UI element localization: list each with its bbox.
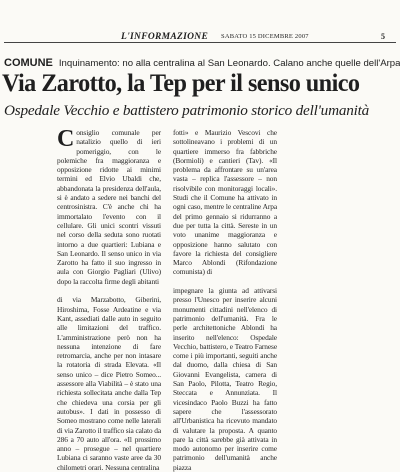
- publication-date: SABATO 15 DICEMBRE 2007: [218, 33, 312, 40]
- column-1-rest: di via Marzabotto, Giberini, Hiroshima, Fosse Ardeatine e via Kant, assediati dalle auto in seguito alle limitazioni del traffico. L'amministrazione però non ha nessuna intenzione di fare retromarcia, anche per non intasare la rotatoria di strada Elevata. «Il senso unico – dice Pietro Someo... assessore alla Viabilità – è stato una richiesta sollecitata anche dalla Tep che chiedeva una corsia per gli autobus». I dati in possesso di Someo mostrano come nelle laterali di via Zarotto il traffico sia calato da 286 a 70 auto all'ora. «Il prossimo anno – prosegue – nel quartiere Lubiana ci saranno vaste aree da 30 chilometri orari. Nessuna centralina: [57, 295, 162, 472]
- masthead: [0, 31, 400, 45]
- column-1-lead: [57, 128, 161, 286]
- section-label: COMUNE: [4, 57, 53, 69]
- masthead-rule: [4, 42, 396, 43]
- headline: Via Zarotto, la Tep per il senso unico: [2, 68, 360, 97]
- column-2-top: fotti» e Maurizio Vescovi che sottolineavano i problemi di un quartiere immerso fra fabbriche (Bormioli) e cantieri (Tav). «Il problema da affrontare su un'area vasta – replica l'assessore – non risolvibile con monitoraggi locali». Studi che il Comune ha attivato in ogni caso, mentre le centraline Arpa del primo gennaio si ridurranno a due per tutta la città. Sereste in un voto unanime maggioranza e opposizione hanno salutato con favore la richiesta del consigliere Marco Ablondi (Rifondazione comunista) di: [173, 128, 277, 277]
- drop-cap: C: [57, 126, 75, 152]
- article-body: [57, 126, 399, 472]
- subheadline: Ospedale Vecchio e battistero patrimonio storico dell'umanità: [4, 102, 370, 119]
- page-number: 5: [381, 32, 385, 41]
- column-2-bottom: impegnare la giunta ad attivarsi presso l'Unesco per inserire alcuni monumenti cittadini nell'elenco di patrimonio dell'umanità. Fra le perle architettoniche Ablondi ha inserito nell'elenco: Ospedale Vecchio, battistero, e Teatro Farnese come i più importanti, seguiti anche dal duomo, dalla chiesa di San Giovanni Evangelista, camera di San Paolo, Pilotta, Teatro Regio, Steccata e Annunziata. Il vicesindaco Paolo Buzzi ha fatto sapere che l'assessorato all'Urbanistica ha ricevuto mandato di valutare la proposta. A quanto pare la città sarebbe già attivata in modo autonomo per inserire come patrimonio dell'umanità anche piazza: [173, 286, 277, 472]
- article-column-1: [57, 128, 161, 472]
- article-column-2: [173, 128, 277, 472]
- kicker: Inquinamento: no alla centralina al San Leonardo. Calano anche quelle dell'Arpa: [58, 58, 400, 69]
- lead-text: onsiglio comunale per natalizio quello di ieri pomeriggio, con le polemiche fra maggioranza e opposizione ridotte ai minimi termini ed Elvio Ubaldi che, abbandonata la presidenza dell'aula, si è andato a sedere nei banchi del centrosinistra. C'è anche chi ha immortalato l'evento con il cellulare. Gli unici scontri vissuti nel corso della seduta sono ruotati intorno a due quartieri: Lubiana e San Leonardo. Il senso unico in via Zarotto ha fatto il suo ingresso in aula con Giorgio Pagliari (Ulivo) dopo la raccolta firme degli abitanti: [57, 128, 161, 286]
- publication-name: L'INFORMAZIONE: [118, 32, 211, 42]
